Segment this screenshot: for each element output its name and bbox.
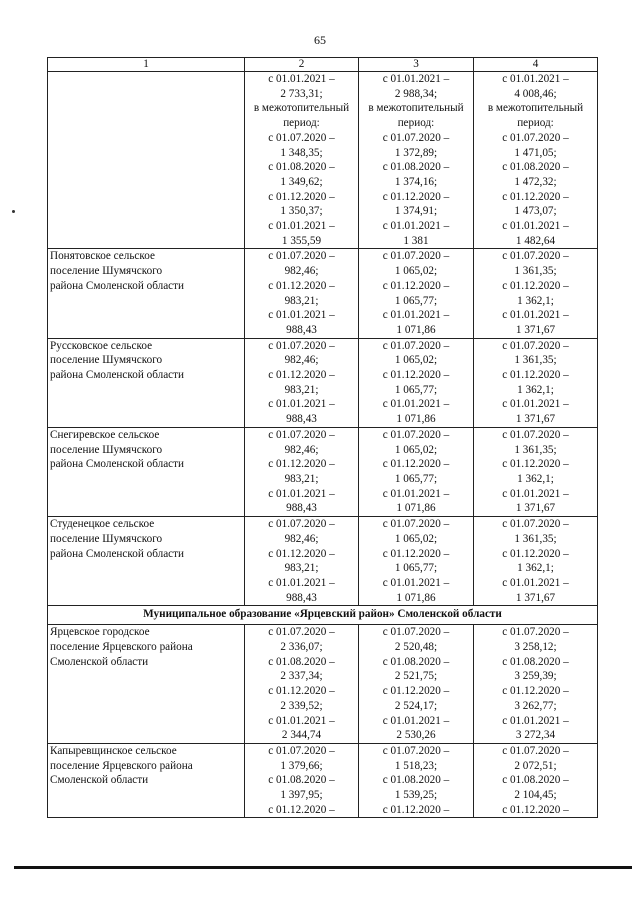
tariff-line: 1 065,77; xyxy=(394,294,438,307)
tariff-line: с 01.12.2020 – xyxy=(382,685,450,698)
tariff-line: 3 262,77; xyxy=(514,699,557,712)
tariff-line: 982,46; xyxy=(284,354,319,367)
tariff-line: 2 072,51; xyxy=(514,759,557,772)
tariff-line: 1 071,86 xyxy=(396,413,436,426)
tariff-line: с 01.08.2020 – xyxy=(502,774,569,787)
table-row xyxy=(48,427,598,516)
tariff-line: 1 065,77; xyxy=(394,383,438,396)
tariff-cell-col4 xyxy=(474,249,598,338)
settlement-name-line: района Смоленской области xyxy=(50,279,185,292)
tariff-line: 1 379,66; xyxy=(280,759,323,772)
tariff-line: с 01.01.2021 – xyxy=(268,576,335,589)
tariff-line: с 01.12.2020 – xyxy=(502,369,569,382)
tariff-line: с 01.12.2020 – xyxy=(502,803,569,816)
settlement-name-line: Снегиревское сельское xyxy=(50,428,160,441)
tariff-line: 2 344,74 xyxy=(281,729,322,742)
tariff-line: 2 733,31; xyxy=(280,87,323,100)
tariff-cell-col4 xyxy=(474,517,598,606)
tariff-line: 1 374,16; xyxy=(394,175,438,188)
tariff-line: с 01.01.2021 – xyxy=(268,220,335,233)
tariff-line: с 01.12.2020 – xyxy=(502,458,569,471)
tariff-line: с 01.07.2020 – xyxy=(382,428,450,441)
tariff-line: с 01.07.2020 – xyxy=(382,131,450,144)
tariff-line: 1 065,02; xyxy=(394,443,438,456)
tariff-line: 4 008,46; xyxy=(514,87,557,100)
tariff-line: с 01.01.2021 – xyxy=(382,714,450,727)
tariff-line: с 01.07.2020 – xyxy=(268,428,335,441)
tariff-line: с 01.08.2020 – xyxy=(382,161,450,174)
tariff-line: с 01.01.2021 – xyxy=(502,398,569,411)
tariff-line: с 01.01.2021 – xyxy=(268,487,335,500)
tariff-line: с 01.01.2021 – xyxy=(382,398,450,411)
tariff-line: 1 482,64 xyxy=(515,234,556,247)
tariff-line: с 01.01.2021 – xyxy=(382,576,450,589)
settlement-name-cell xyxy=(48,517,245,606)
settlement-name-line: поселение Шумячского xyxy=(50,532,163,545)
settlement-name-cell xyxy=(48,72,245,249)
settlement-name-cell xyxy=(48,743,245,818)
tariff-cell-col3 xyxy=(359,249,474,338)
tariff-line: с 01.12.2020 – xyxy=(502,547,569,560)
tariff-line: с 01.01.2021 – xyxy=(268,714,335,727)
tariff-cell-col4 xyxy=(474,338,598,427)
tariff-line: 1 071,86 xyxy=(396,591,436,604)
tariff-line: 1 397,95; xyxy=(280,789,323,802)
tariff-line: 1 350,37; xyxy=(280,205,323,218)
tariff-table xyxy=(47,57,598,818)
tariff-cell-col4 xyxy=(474,625,598,744)
tariff-line: 1 349,62; xyxy=(280,175,323,188)
tariff-line: период: xyxy=(283,117,320,130)
tariff-cell-col2 xyxy=(245,517,359,606)
table-row xyxy=(48,625,598,744)
tariff-line: с 01.07.2020 – xyxy=(502,131,569,144)
tariff-line: 1 361,35; xyxy=(514,354,557,367)
tariff-cell-col3 xyxy=(359,338,474,427)
tariff-line: с 01.08.2020 – xyxy=(268,161,335,174)
settlement-name-line: района Смоленской области xyxy=(50,547,185,560)
tariff-line: в межотопительный xyxy=(487,102,584,115)
tariff-cell-col3 xyxy=(359,517,474,606)
settlement-name-line: Капыревщинское сельское xyxy=(50,744,177,757)
tariff-line: с 01.12.2020 – xyxy=(268,190,335,203)
tariff-cell-col4 xyxy=(474,427,598,516)
tariff-line: 1 539,25; xyxy=(394,789,438,802)
settlement-name-line: поселение Ярцевского района xyxy=(50,759,193,772)
tariff-line: период: xyxy=(517,117,554,130)
tariff-cell-col3 xyxy=(359,743,474,818)
tariff-line: с 01.07.2020 – xyxy=(268,339,335,352)
tariff-line: с 01.12.2020 – xyxy=(502,685,569,698)
tariff-line: в межотопительный xyxy=(368,102,464,115)
tariff-line: с 01.08.2020 – xyxy=(502,655,569,668)
tariff-line: 1 362,1; xyxy=(517,562,554,575)
tariff-line: с 01.07.2020 – xyxy=(268,626,335,639)
tariff-line: 988,43 xyxy=(286,502,317,515)
tariff-line: с 01.12.2020 – xyxy=(382,547,450,560)
tariff-line: 1 371,67 xyxy=(515,323,556,336)
settlement-name-line: поселение Шумячского xyxy=(50,443,163,456)
tariff-line: 1 065,02; xyxy=(394,532,438,545)
tariff-line: с 01.01.2021 – xyxy=(502,576,569,589)
header-cell: 1 xyxy=(48,58,245,72)
tariff-line: 1 065,77; xyxy=(394,562,438,575)
tariff-line: 1 065,02; xyxy=(394,354,438,367)
tariff-cell-col2 xyxy=(245,625,359,744)
tariff-cell-col4 xyxy=(474,743,598,818)
tariff-cell-col4 xyxy=(474,72,598,249)
tariff-cell-col2 xyxy=(245,743,359,818)
tariff-line: 2 524,17; xyxy=(394,699,438,712)
settlement-name-cell xyxy=(48,338,245,427)
tariff-line: с 01.01.2021 – xyxy=(382,73,450,85)
tariff-line: с 01.12.2020 – xyxy=(268,458,335,471)
tariff-line: 2 104,45; xyxy=(514,789,557,802)
tariff-line: с 01.07.2020 – xyxy=(502,250,569,263)
tariff-line: 1 381 xyxy=(403,234,429,247)
tariff-line: с 01.12.2020 – xyxy=(268,803,335,816)
tariff-line: 1 472,32; xyxy=(514,175,557,188)
tariff-cell-col2 xyxy=(245,249,359,338)
tariff-line: 988,43 xyxy=(286,413,317,426)
header-cell: 4 xyxy=(474,58,598,72)
tariff-line: с 01.07.2020 – xyxy=(502,428,569,441)
tariff-line: с 01.07.2020 – xyxy=(382,250,450,263)
tariff-line: с 01.01.2021 – xyxy=(502,220,569,233)
tariff-cell-col3 xyxy=(359,72,474,249)
scan-speck xyxy=(12,210,15,213)
tariff-line: 1 518,23; xyxy=(394,759,438,772)
tariff-line: с 01.01.2021 – xyxy=(268,309,335,322)
tariff-line: 1 355,59 xyxy=(281,234,322,247)
tariff-line: с 01.12.2020 – xyxy=(268,369,335,382)
tariff-line: с 01.01.2021 – xyxy=(502,309,569,322)
settlement-name-line: Руссковское сельское xyxy=(50,339,153,352)
tariff-line: с 01.12.2020 – xyxy=(382,803,450,816)
tariff-line: 983,21; xyxy=(284,472,319,485)
tariff-line: 1 361,35; xyxy=(514,443,557,456)
settlement-name-line: Понятовское сельское xyxy=(50,250,155,263)
settlement-name-line: района Смоленской области xyxy=(50,458,185,471)
tariff-line: с 01.07.2020 – xyxy=(268,131,335,144)
tariff-line: 1 361,35; xyxy=(514,265,557,278)
tariff-line: 1 371,67 xyxy=(515,591,556,604)
tariff-line: с 01.12.2020 – xyxy=(382,369,450,382)
table-row xyxy=(48,517,598,606)
tariff-line: 983,21; xyxy=(284,562,319,575)
tariff-line: 1 065,02; xyxy=(394,265,438,278)
tariff-line: с 01.07.2020 – xyxy=(382,744,450,757)
settlement-name-line: поселение Шумячского xyxy=(50,265,163,278)
settlement-name-line: Смоленской области xyxy=(50,655,149,668)
tariff-line: с 01.07.2020 – xyxy=(268,250,335,263)
tariff-line: с 01.01.2021 – xyxy=(268,73,335,85)
footer-rule xyxy=(14,866,632,869)
tariff-line: период: xyxy=(397,117,435,130)
tariff-line: 1 371,67 xyxy=(515,413,556,426)
tariff-cell-col3 xyxy=(359,625,474,744)
tariff-line: 983,21; xyxy=(284,294,319,307)
tariff-line: с 01.01.2021 – xyxy=(502,73,569,85)
tariff-line: 988,43 xyxy=(286,591,317,604)
settlement-name-cell xyxy=(48,427,245,516)
tariff-line: с 01.12.2020 – xyxy=(382,190,450,203)
tariff-line: 982,46; xyxy=(284,265,319,278)
tariff-line: с 01.01.2021 – xyxy=(502,487,569,500)
settlement-name-line: района Смоленской области xyxy=(50,369,185,382)
table-row xyxy=(48,72,598,249)
tariff-line: с 01.07.2020 – xyxy=(502,744,569,757)
settlement-name-line: Студенецкое сельское xyxy=(50,518,155,531)
settlement-name-cell xyxy=(48,249,245,338)
tariff-line: с 01.07.2020 – xyxy=(502,626,569,639)
tariff-line: с 01.07.2020 – xyxy=(268,518,335,531)
tariff-line: 3 272,34 xyxy=(515,729,556,742)
page-number: 65 xyxy=(314,33,326,47)
tariff-line: 2 337,34; xyxy=(280,670,323,683)
tariff-line: 2 988,34; xyxy=(394,87,438,100)
tariff-line: 1 374,91; xyxy=(394,205,438,218)
tariff-line: с 01.07.2020 – xyxy=(382,339,450,352)
tariff-cell-col2 xyxy=(245,72,359,249)
settlement-name-line: поселение Шумячского xyxy=(50,354,163,367)
tariff-line: с 01.12.2020 – xyxy=(268,279,335,292)
tariff-line: 2 530,26 xyxy=(396,729,436,742)
table-header-row xyxy=(48,58,598,72)
settlement-name-line: Смоленской области xyxy=(50,774,149,787)
tariff-line: 1 473,07; xyxy=(514,205,557,218)
settlement-name-line: Ярцевское городское xyxy=(50,626,150,639)
section-row xyxy=(48,606,598,625)
tariff-line: с 01.01.2021 – xyxy=(502,714,569,727)
tariff-line: 1 361,35; xyxy=(514,532,557,545)
tariff-line: с 01.07.2020 – xyxy=(268,744,335,757)
tariff-line: 2 521,75; xyxy=(394,670,438,683)
tariff-line: 3 259,39; xyxy=(514,670,557,683)
tariff-line: 1 071,86 xyxy=(396,323,436,336)
header-cell: 2 xyxy=(245,58,359,72)
tariff-line: 1 362,1; xyxy=(517,383,554,396)
tariff-line: с 01.07.2020 – xyxy=(382,518,450,531)
header-cell: 3 xyxy=(359,58,474,72)
tariff-line: с 01.08.2020 – xyxy=(268,655,335,668)
tariff-line: с 01.08.2020 – xyxy=(382,655,450,668)
table-row xyxy=(48,338,598,427)
tariff-line: с 01.12.2020 – xyxy=(382,458,450,471)
settlement-name-line: поселение Ярцевского района xyxy=(50,641,193,654)
tariff-line: 982,46; xyxy=(284,532,319,545)
tariff-line: с 01.12.2020 – xyxy=(268,685,335,698)
tariff-line: 1 372,89; xyxy=(394,146,438,159)
tariff-cell-col3 xyxy=(359,427,474,516)
section-title: Муниципальное образование «Ярцевский район» Смоленской области xyxy=(48,606,598,625)
tariff-line: с 01.12.2020 – xyxy=(268,547,335,560)
tariff-line: с 01.01.2021 – xyxy=(382,309,450,322)
table-row xyxy=(48,743,598,818)
tariff-line: 2 339,52; xyxy=(280,699,323,712)
tariff-line: 2 336,07; xyxy=(280,641,323,654)
tariff-line: 1 071,86 xyxy=(396,502,436,515)
tariff-line: с 01.01.2021 – xyxy=(382,220,450,233)
tariff-line: 1 362,1; xyxy=(517,294,554,307)
tariff-line: с 01.01.2021 – xyxy=(382,487,450,500)
tariff-line: с 01.08.2020 – xyxy=(382,774,450,787)
tariff-line: с 01.12.2020 – xyxy=(502,279,569,292)
tariff-line: 1 371,67 xyxy=(515,502,556,515)
tariff-line: 988,43 xyxy=(286,323,317,336)
tariff-line: 1 348,35; xyxy=(280,146,323,159)
tariff-line: с 01.07.2020 – xyxy=(502,339,569,352)
tariff-line: в межотопительный xyxy=(253,102,350,115)
tariff-line: 3 258,12; xyxy=(514,641,557,654)
tariff-line: с 01.12.2020 – xyxy=(382,279,450,292)
tariff-line: 1 065,77; xyxy=(394,472,438,485)
tariff-line: с 01.07.2020 – xyxy=(502,518,569,531)
tariff-line: с 01.12.2020 – xyxy=(502,190,569,203)
tariff-line: 982,46; xyxy=(284,443,319,456)
tariff-cell-col2 xyxy=(245,427,359,516)
settlement-name-cell xyxy=(48,625,245,744)
tariff-line: 1 362,1; xyxy=(517,472,554,485)
tariff-cell-col2 xyxy=(245,338,359,427)
tariff-line: 1 471,05; xyxy=(514,146,557,159)
table-row xyxy=(48,249,598,338)
tariff-line: с 01.08.2020 – xyxy=(268,774,335,787)
tariff-line: с 01.07.2020 – xyxy=(382,626,450,639)
tariff-line: с 01.01.2021 – xyxy=(268,398,335,411)
tariff-line: с 01.08.2020 – xyxy=(502,161,569,174)
tariff-line: 983,21; xyxy=(284,383,319,396)
tariff-line: 2 520,48; xyxy=(394,641,438,654)
